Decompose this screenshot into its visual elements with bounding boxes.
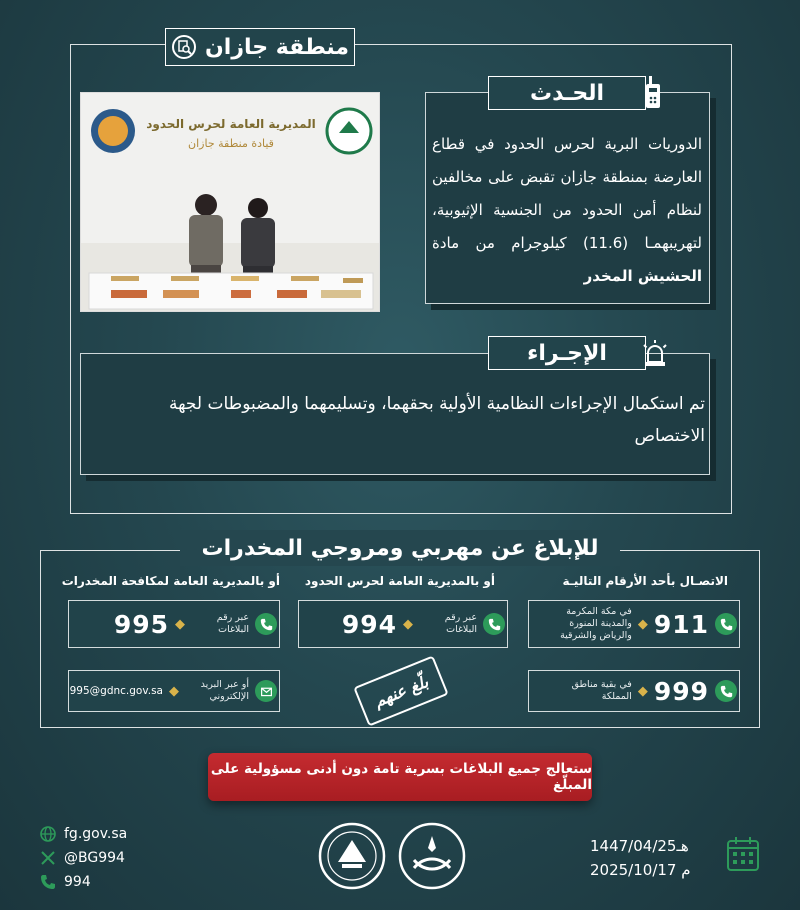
- saudi-emblem: [398, 822, 466, 890]
- desc-999: في بقية مناطق المملكة: [571, 679, 632, 702]
- action-label: الإجـراء: [488, 336, 646, 370]
- card-994[interactable]: [298, 600, 508, 648]
- footer-dates: [590, 834, 720, 882]
- phone-icon: [255, 613, 277, 635]
- event-text-bold: الحشيش المخدر: [583, 267, 702, 285]
- report-title: للإبلاغ عن مهربي ومروجي المخدرات: [180, 530, 620, 566]
- siren-icon: [640, 338, 670, 368]
- phone-icon: [40, 874, 56, 890]
- col-head-narcotics: أو بالمديرية العامة لمكافحة المخدرات: [61, 574, 280, 588]
- card-999[interactable]: [528, 670, 740, 712]
- number-994: 994: [341, 609, 397, 639]
- chevron-icon: ◆: [169, 683, 179, 699]
- number-995: 995: [113, 609, 169, 639]
- phone-text: 994: [64, 874, 91, 890]
- website-text: fg.gov.sa: [64, 826, 128, 842]
- desc-995: عبر رقم البلاغات: [216, 612, 249, 635]
- footer-website[interactable]: [40, 826, 127, 842]
- col-head-border-guard: أو بالمديرية العامة لحرس الحدود: [304, 574, 495, 588]
- chevron-icon: ◆: [175, 616, 185, 632]
- walkie-talkie-icon: [640, 74, 666, 110]
- seizure-photo: [80, 92, 380, 312]
- card-email[interactable]: [68, 670, 280, 712]
- col-head-direct: الاتصـال بأحد الأرقام التاليـة: [562, 574, 728, 588]
- email-address[interactable]: 995@gdnc.gov.sa: [69, 685, 163, 697]
- photo-banner-subtitle: قيادة منطقة جازان: [188, 137, 274, 150]
- event-text-main: الدوريات البرية لحرس الحدود في قطاع العارضة بمنطقة جازان تقبض على مخالفين لنظام أمن الحدود من الجنسية الإثيوبية، لتهريبهمـا (11.6) كيلوجرام من مادة: [432, 135, 702, 252]
- region-tab: [165, 28, 355, 66]
- number-911: 911: [653, 609, 709, 639]
- x-logo-icon: [40, 850, 56, 866]
- date-hijri: 1447/04/25هـ: [590, 837, 689, 855]
- photo-banner-title: المديرية العامة لحرس الحدود: [146, 117, 316, 131]
- number-999: 999: [653, 676, 709, 706]
- date-gregorian: 2025/10/17 م: [590, 861, 691, 879]
- email-icon: [255, 680, 277, 702]
- phone-icon: [715, 613, 737, 635]
- twitter-text: @BG994: [64, 850, 125, 866]
- action-text: تم استكمال الإجراءات النظامية الأولية بحقهما، وتسليمهما والمضبوطات لجهة الاختصاص: [168, 394, 705, 446]
- card-911[interactable]: [528, 600, 740, 648]
- globe-icon: [40, 826, 56, 842]
- chevron-icon: ◆: [637, 616, 648, 632]
- confidentiality-notice: ستعالج جميع البلاغات بسرية تامة دون أدنى مسؤولية على المبلّغ: [208, 753, 592, 801]
- footer-twitter[interactable]: [40, 850, 125, 866]
- border-guard-emblem: [318, 822, 386, 890]
- chevron-icon: ◆: [637, 683, 648, 699]
- calendar-icon: [726, 836, 760, 872]
- chevron-icon: ◆: [403, 616, 413, 632]
- footer-phone[interactable]: [40, 874, 91, 890]
- region-title: منطقة جازان: [205, 34, 349, 60]
- event-text: [432, 128, 702, 293]
- phone-icon: [483, 613, 505, 635]
- phone-icon: [715, 680, 737, 702]
- card-995[interactable]: [68, 600, 280, 648]
- desc-email: أو عبر البريد الإلكتروني: [200, 679, 249, 702]
- report-stamp: بلّغ عنهم: [353, 655, 448, 726]
- desc-911: في مكة المكرمة والمدينة المنورة والرياض والشرقية: [560, 606, 632, 641]
- search-document-icon: [171, 34, 197, 60]
- desc-994: عبر رقم البلاغات: [444, 612, 477, 635]
- event-label: الحـدث: [488, 76, 646, 110]
